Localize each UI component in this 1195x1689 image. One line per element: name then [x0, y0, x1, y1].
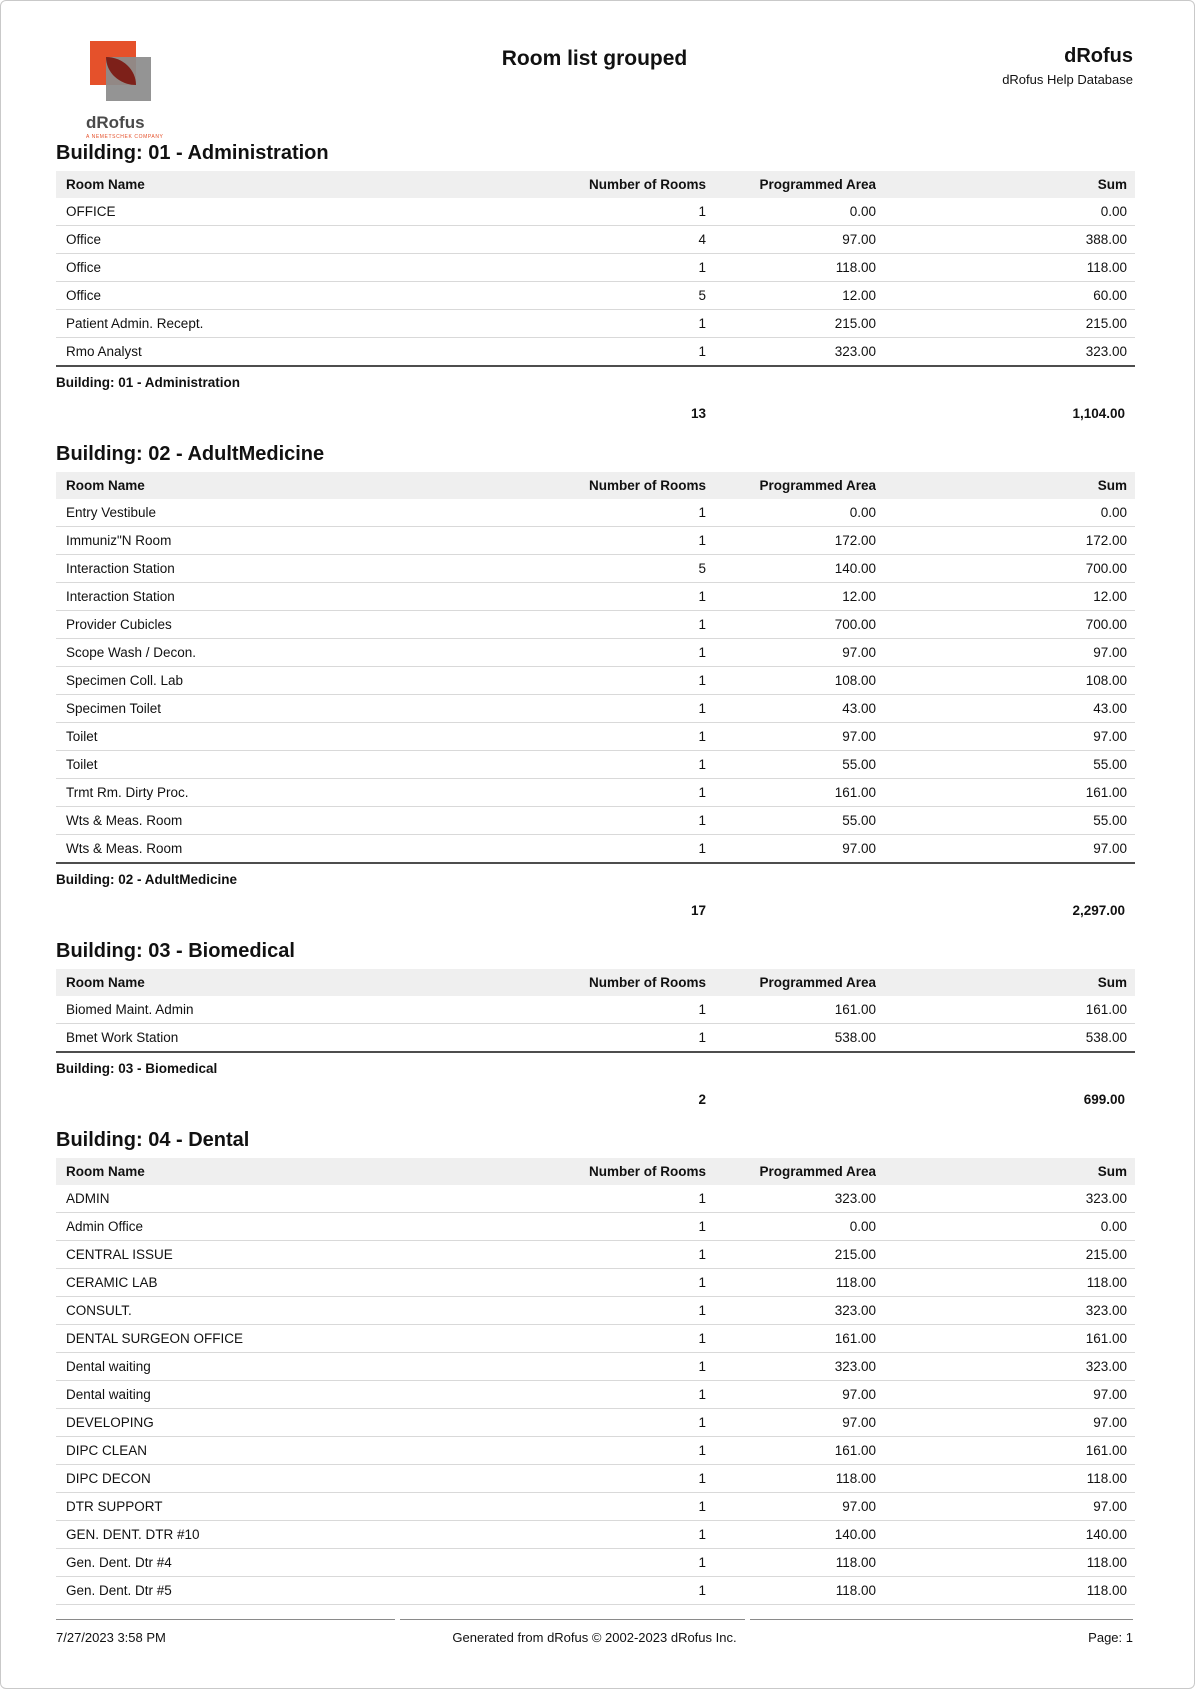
cell-programmed-area: 118.00	[835, 260, 876, 275]
cell-sum: 161.00	[1085, 1443, 1127, 1458]
cell-programmed-area: 140.00	[834, 561, 876, 576]
room-row	[56, 527, 1135, 555]
cell-sum: 161.00	[1085, 1002, 1127, 1017]
room-row	[56, 226, 1135, 254]
cell-programmed-area: 0.00	[849, 204, 876, 219]
cell-room-name: GEN. DENT. DTR #10	[66, 1527, 200, 1542]
cell-room-name: Office	[66, 260, 102, 275]
cell-sum: 215.00	[1085, 316, 1127, 331]
room-row	[56, 639, 1135, 667]
cell-number-of-rooms: 1	[698, 344, 706, 359]
room-row	[56, 751, 1135, 779]
cell-number-of-rooms: 1	[698, 1303, 706, 1318]
report-title: Room list grouped	[501, 47, 688, 70]
cell-sum: 118.00	[1086, 1275, 1127, 1290]
cell-number-of-rooms: 1	[698, 1359, 706, 1374]
room-row	[56, 254, 1135, 282]
cell-number-of-rooms: 1	[698, 589, 706, 604]
room-row	[56, 338, 1135, 367]
cell-room-name: Wts & Meas. Room	[66, 813, 183, 828]
cell-programmed-area: 172.00	[834, 533, 876, 548]
room-row	[56, 1185, 1135, 1213]
cell-room-name: DEVELOPING	[66, 1415, 154, 1430]
cell-sum: 0.00	[1100, 204, 1127, 219]
cell-room-name: Gen. Dent. Dtr #5	[66, 1583, 172, 1598]
cell-room-name: CERAMIC LAB	[66, 1275, 158, 1290]
cell-sum: 700.00	[1085, 617, 1127, 632]
total-sum: 699.00	[1083, 1092, 1125, 1107]
cell-programmed-area: 161.00	[834, 1443, 876, 1458]
cell-programmed-area: 118.00	[835, 1471, 876, 1486]
cell-sum: 215.00	[1085, 1247, 1127, 1262]
cell-room-name: Interaction Station	[66, 589, 175, 604]
cell-sum: 172.00	[1085, 533, 1127, 548]
cell-number-of-rooms: 1	[698, 841, 706, 856]
cell-room-name: Office	[66, 232, 102, 247]
cell-programmed-area: 118.00	[835, 1583, 876, 1598]
cell-sum: 0.00	[1100, 1219, 1127, 1234]
cell-number-of-rooms: 1	[698, 1219, 706, 1234]
room-row	[56, 1024, 1135, 1053]
cell-room-name: Office	[66, 288, 102, 303]
cell-number-of-rooms: 1	[698, 1471, 706, 1486]
cell-room-name: OFFICE	[66, 204, 116, 219]
room-row	[56, 779, 1135, 807]
room-row	[56, 555, 1135, 583]
cell-room-name: ADMIN	[66, 1191, 110, 1206]
cell-room-name: Toilet	[66, 729, 98, 744]
cell-room-name: DENTAL SURGEON OFFICE	[66, 1331, 244, 1346]
column-header-programmed-area: Programmed Area	[759, 177, 876, 192]
cell-number-of-rooms: 1	[698, 1331, 706, 1346]
cell-sum: 118.00	[1086, 260, 1127, 275]
cell-sum: 97.00	[1093, 841, 1127, 856]
column-header-number-of-rooms: Number of Rooms	[588, 1164, 706, 1179]
room-row	[56, 1521, 1135, 1549]
cell-number-of-rooms: 1	[698, 204, 706, 219]
cell-number-of-rooms: 1	[698, 1415, 706, 1430]
cell-sum: 43.00	[1093, 701, 1127, 716]
footer-datetime: 7/27/2023 3:58 PM	[56, 1630, 166, 1645]
cell-room-name: Scope Wash / Decon.	[66, 645, 197, 660]
cell-room-name: Immuniz"N Room	[66, 533, 172, 548]
building-heading: Building: 01 - Administration	[56, 142, 329, 164]
cell-programmed-area: 161.00	[834, 785, 876, 800]
table-header-row	[56, 171, 1135, 198]
cell-room-name: Rmo Analyst	[66, 344, 142, 359]
cell-programmed-area: 108.00	[834, 673, 876, 688]
header-database-name: dRofus Help Database	[1002, 72, 1133, 87]
room-row	[56, 1241, 1135, 1269]
room-row	[56, 1465, 1135, 1493]
room-row	[56, 1577, 1135, 1605]
logo-wordmark: dRofus	[86, 113, 145, 132]
cell-room-name: DIPC CLEAN	[66, 1443, 148, 1458]
cell-sum: 97.00	[1093, 1415, 1127, 1430]
building-heading: Building: 04 - Dental	[56, 1129, 250, 1151]
total-number-of-rooms: 13	[690, 406, 706, 421]
room-row	[56, 583, 1135, 611]
cell-programmed-area: 140.00	[834, 1527, 876, 1542]
cell-number-of-rooms: 1	[698, 1247, 706, 1262]
building-group-footer	[56, 375, 1133, 421]
cell-sum: 161.00	[1085, 785, 1127, 800]
cell-sum: 118.00	[1086, 1471, 1127, 1486]
column-header-number-of-rooms: Number of Rooms	[588, 478, 706, 493]
room-row	[56, 1409, 1135, 1437]
footer-page-number: Page: 1	[1088, 1630, 1133, 1645]
column-header-room-name: Room Name	[66, 177, 145, 192]
building-heading: Building: 03 - Biomedical	[56, 940, 295, 962]
column-header-sum: Sum	[1097, 478, 1127, 493]
cell-sum: 55.00	[1093, 813, 1127, 828]
building-footer-label: Building: 03 - Biomedical	[56, 1061, 218, 1076]
room-row	[56, 996, 1135, 1024]
cell-number-of-rooms: 1	[698, 1583, 706, 1598]
column-header-programmed-area: Programmed Area	[759, 975, 876, 990]
header-right	[883, 45, 1133, 87]
page-footer	[56, 1619, 1133, 1645]
cell-number-of-rooms: 1	[698, 1030, 706, 1045]
cell-programmed-area: 97.00	[842, 1415, 876, 1430]
cell-room-name: Dental waiting	[66, 1387, 151, 1402]
cell-programmed-area: 215.00	[834, 316, 876, 331]
cell-room-name: Specimen Coll. Lab	[66, 673, 184, 688]
cell-room-name: DIPC DECON	[66, 1471, 151, 1486]
cell-sum: 323.00	[1085, 1359, 1127, 1374]
room-row	[56, 807, 1135, 835]
room-row	[56, 310, 1135, 338]
cell-room-name: CONSULT.	[66, 1303, 132, 1318]
room-row	[56, 198, 1135, 226]
cell-programmed-area: 55.00	[842, 813, 876, 828]
room-table	[56, 472, 1135, 864]
column-header-sum: Sum	[1097, 975, 1127, 990]
building-group	[56, 1129, 1133, 1605]
cell-programmed-area: 0.00	[849, 1219, 876, 1234]
logo-tagline: A NEMETSCHEK COMPANY	[86, 134, 164, 140]
room-row	[56, 1353, 1135, 1381]
cell-number-of-rooms: 1	[698, 645, 706, 660]
cell-room-name: Gen. Dent. Dtr #4	[66, 1555, 172, 1570]
room-row	[56, 499, 1135, 527]
cell-programmed-area: 12.00	[842, 589, 876, 604]
column-header-number-of-rooms: Number of Rooms	[588, 975, 706, 990]
room-table	[56, 171, 1135, 367]
room-row	[56, 1213, 1135, 1241]
cell-room-name: Interaction Station	[66, 561, 175, 576]
cell-programmed-area: 118.00	[835, 1555, 876, 1570]
room-row	[56, 1493, 1135, 1521]
building-group	[56, 940, 1133, 1107]
cell-programmed-area: 97.00	[842, 1387, 876, 1402]
cell-sum: 323.00	[1085, 344, 1127, 359]
cell-number-of-rooms: 1	[698, 617, 706, 632]
column-header-room-name: Room Name	[66, 975, 145, 990]
cell-sum: 700.00	[1085, 561, 1127, 576]
cell-room-name: Provider Cubicles	[66, 617, 172, 632]
room-table	[56, 969, 1135, 1053]
room-row	[56, 1297, 1135, 1325]
cell-number-of-rooms: 1	[698, 729, 706, 744]
cell-programmed-area: 323.00	[834, 1191, 876, 1206]
cell-sum: 97.00	[1093, 729, 1127, 744]
table-header-row	[56, 969, 1135, 996]
cell-programmed-area: 0.00	[849, 505, 876, 520]
cell-number-of-rooms: 1	[698, 757, 706, 772]
room-row	[56, 1381, 1135, 1409]
cell-room-name: Patient Admin. Recept.	[66, 316, 204, 331]
room-row	[56, 835, 1135, 864]
cell-programmed-area: 161.00	[834, 1331, 876, 1346]
report-header	[56, 35, 1133, 140]
cell-sum: 60.00	[1093, 288, 1127, 303]
cell-room-name: DTR SUPPORT	[66, 1499, 163, 1514]
cell-room-name: Bmet Work Station	[66, 1030, 179, 1045]
cell-room-name: Entry Vestibule	[66, 505, 157, 520]
cell-sum: 118.00	[1086, 1555, 1127, 1570]
column-header-sum: Sum	[1097, 177, 1127, 192]
room-row	[56, 1437, 1135, 1465]
building-footer-label: Building: 01 - Administration	[56, 375, 240, 390]
cell-room-name: Dental waiting	[66, 1359, 151, 1374]
cell-sum: 323.00	[1085, 1191, 1127, 1206]
cell-number-of-rooms: 1	[698, 1387, 706, 1402]
column-header-room-name: Room Name	[66, 1164, 145, 1179]
cell-room-name: CENTRAL ISSUE	[66, 1247, 173, 1262]
drofus-logo-icon	[56, 41, 176, 109]
cell-programmed-area: 12.00	[842, 288, 876, 303]
cell-programmed-area: 700.00	[834, 617, 876, 632]
room-row	[56, 723, 1135, 751]
cell-number-of-rooms: 1	[698, 785, 706, 800]
drofus-logo	[56, 35, 306, 140]
cell-room-name: Specimen Toilet	[66, 701, 162, 716]
cell-number-of-rooms: 5	[698, 561, 706, 576]
cell-number-of-rooms: 1	[698, 1275, 706, 1290]
cell-number-of-rooms: 1	[698, 673, 706, 688]
cell-sum: 388.00	[1085, 232, 1127, 247]
building-groups	[56, 142, 1133, 1605]
cell-number-of-rooms: 1	[698, 533, 706, 548]
total-number-of-rooms: 17	[690, 903, 706, 918]
cell-room-name: Trmt Rm. Dirty Proc.	[66, 785, 189, 800]
cell-programmed-area: 97.00	[842, 645, 876, 660]
cell-programmed-area: 43.00	[842, 701, 876, 716]
cell-number-of-rooms: 1	[698, 1443, 706, 1458]
column-header-sum: Sum	[1097, 1164, 1127, 1179]
cell-room-name: Biomed Maint. Admin	[66, 1002, 194, 1017]
room-row	[56, 1269, 1135, 1297]
cell-sum: 0.00	[1100, 505, 1127, 520]
building-group-footer	[56, 872, 1133, 918]
cell-number-of-rooms: 1	[698, 1555, 706, 1570]
building-totals-row	[56, 903, 1133, 918]
cell-sum: 538.00	[1085, 1030, 1127, 1045]
cell-programmed-area: 97.00	[842, 1499, 876, 1514]
cell-programmed-area: 323.00	[834, 1303, 876, 1318]
cell-programmed-area: 323.00	[834, 1359, 876, 1374]
cell-programmed-area: 161.00	[834, 1002, 876, 1017]
cell-sum: 97.00	[1093, 1387, 1127, 1402]
building-group-footer	[56, 1061, 1133, 1107]
cell-number-of-rooms: 1	[698, 505, 706, 520]
building-group	[56, 142, 1133, 421]
cell-sum: 161.00	[1085, 1331, 1127, 1346]
total-sum: 1,104.00	[1072, 406, 1125, 421]
cell-sum: 55.00	[1093, 757, 1127, 772]
cell-programmed-area: 97.00	[842, 232, 876, 247]
column-header-number-of-rooms: Number of Rooms	[588, 177, 706, 192]
building-group	[56, 443, 1133, 918]
room-row	[56, 611, 1135, 639]
room-row	[56, 1325, 1135, 1353]
cell-programmed-area: 118.00	[835, 1275, 876, 1290]
room-row	[56, 667, 1135, 695]
cell-number-of-rooms: 4	[698, 232, 706, 247]
room-row	[56, 695, 1135, 723]
footer-generated-text: Generated from dRofus © 2002-2023 dRofus Inc.	[452, 1630, 737, 1645]
cell-sum: 118.00	[1086, 1583, 1127, 1598]
table-header-row	[56, 472, 1135, 499]
cell-programmed-area: 215.00	[834, 1247, 876, 1262]
cell-sum: 12.00	[1093, 589, 1127, 604]
cell-number-of-rooms: 1	[698, 1527, 706, 1542]
cell-room-name: Toilet	[66, 757, 98, 772]
room-row	[56, 1549, 1135, 1577]
cell-number-of-rooms: 1	[698, 316, 706, 331]
cell-sum: 97.00	[1093, 645, 1127, 660]
cell-programmed-area: 55.00	[842, 757, 876, 772]
total-sum: 2,297.00	[1072, 903, 1125, 918]
room-table	[56, 1158, 1135, 1605]
cell-sum: 140.00	[1085, 1527, 1127, 1542]
cell-number-of-rooms: 1	[698, 1499, 706, 1514]
column-header-programmed-area: Programmed Area	[759, 478, 876, 493]
table-header-row	[56, 1158, 1135, 1185]
total-number-of-rooms: 2	[698, 1092, 706, 1107]
building-heading: Building: 02 - AdultMedicine	[56, 443, 325, 465]
footer-divider	[56, 1619, 1133, 1620]
building-totals-row	[56, 406, 1133, 421]
building-totals-row	[56, 1092, 1133, 1107]
cell-sum: 323.00	[1085, 1303, 1127, 1318]
cell-number-of-rooms: 1	[698, 1191, 706, 1206]
cell-sum: 97.00	[1093, 1499, 1127, 1514]
cell-sum: 108.00	[1085, 673, 1127, 688]
building-footer-label: Building: 02 - AdultMedicine	[56, 872, 237, 887]
cell-number-of-rooms: 1	[698, 260, 706, 275]
header-brand: dRofus	[1064, 45, 1133, 67]
column-header-room-name: Room Name	[66, 478, 145, 493]
column-header-programmed-area: Programmed Area	[759, 1164, 876, 1179]
room-row	[56, 282, 1135, 310]
cell-programmed-area: 323.00	[834, 344, 876, 359]
cell-number-of-rooms: 1	[698, 1002, 706, 1017]
cell-programmed-area: 97.00	[842, 729, 876, 744]
cell-number-of-rooms: 1	[698, 813, 706, 828]
cell-room-name: Admin Office	[66, 1219, 144, 1234]
cell-number-of-rooms: 1	[698, 701, 706, 716]
cell-room-name: Wts & Meas. Room	[66, 841, 183, 856]
cell-number-of-rooms: 5	[698, 288, 706, 303]
cell-programmed-area: 97.00	[842, 841, 876, 856]
cell-programmed-area: 538.00	[834, 1030, 876, 1045]
